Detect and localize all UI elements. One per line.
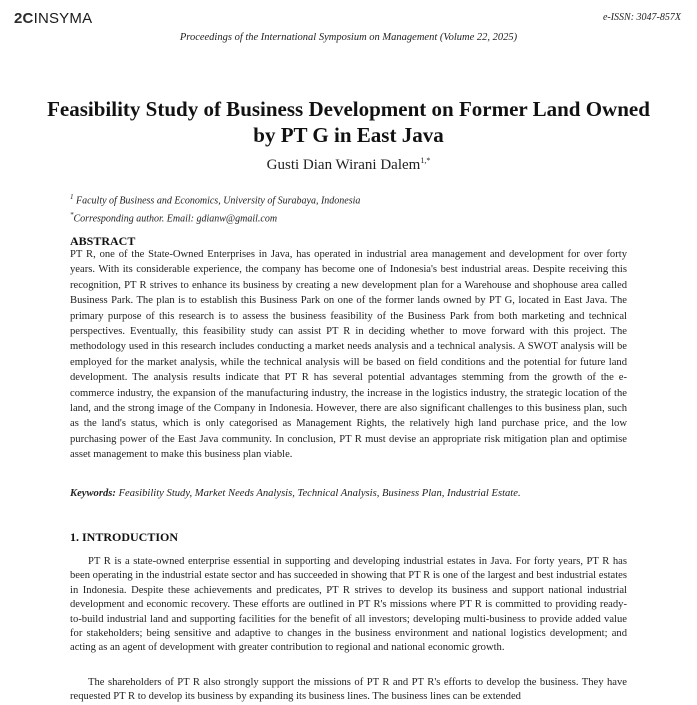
logo-text: INSYMA <box>33 10 93 27</box>
introduction-heading: 1. INTRODUCTION <box>70 530 179 544</box>
affiliations <box>70 190 360 227</box>
keywords-label: Keywords: <box>70 488 116 499</box>
affiliation-superscript: 1 <box>70 193 74 201</box>
introduction-paragraph-1: PT R is a state-owned enterprise essential in supporting and developing industrial estates in Java. For forty years, PT R has been operating in the industrial estate sector and has succeeded in showing that PT R is one of the largest and best industrial estates in Indonesia. Despite these achievements and predicates, PT R strives to develop its business and support national industrial development and economic recovery. These efforts are outlined in PT R's missions where PT R is committed to providing ready-to-build industrial land and supporting facilities for the benefit of all investors; developing multi-business to provide added value for stakeholders; being sensitive and adaptive to changes in the business environment and national logistics development; and acting as an agent of development with greater contribution to regional and national economic growth. <box>70 556 627 654</box>
introduction-paragraph-2: The shareholders of PT R also strongly support the missions of PT R and PT R's efforts to develop the business. They have requested PT R to develop its business by expanding its business lines. The business lines can be extended <box>70 677 627 703</box>
keywords-line <box>70 488 627 499</box>
corresponding-superscript: * <box>70 211 74 220</box>
corresponding-line <box>70 208 360 226</box>
affiliation-text: Faculty of Business and Economics, University of Surabaya, Indonesia <box>76 195 361 207</box>
abstract-text: PT R, one of the State-Owned Enterprises in Java, has operated in industrial area management and development for over forty years. With its considerable experience, the company has become one of Indonesia's best industrial areas. Despite receiving this recognition, PT R strives to enhance its business by creating a new development plan for a Warehouse and shophouse area called Business Park. The plan is to establish this Business Park on one of the former lands owned by PT G, located in East Java. The primary purpose of this research is to assess the business feasibility of the Business Park from both marketing and technical perspectives. Eventually, this feasibility study can assist PT R in deciding whether to move forward with this project. The methodology used in this research includes conducting a market needs analysis and a technical analysis. A SWOT analysis will be employed for the market analysis, while the technical analysis will be based on field conditions and the potential for future land development. The analysis results indicate that PT R has several potential advantages stemming from the growth of the e-commerce industry, the expansion of the manufacturing industry, the increase in the logistics industry, the strategic location of the land, and the strong image of the Company in Indonesia. However, there are also significant challenges to this business plan, such as the land's status, which is only categorised as Management Rights, the relatively high land purchase price, and the low purchasing power of the East Java community. In conclusion, PT R must devise an appropriate risk mitigation plan and optimise asset management to make this business plan viable. <box>70 249 627 461</box>
abstract-heading: ABSTRACT <box>70 234 136 248</box>
insyma-logo <box>14 10 92 27</box>
keywords-text: Feasibility Study, Market Needs Analysis, Technical Analysis, Business Plan, Industrial Estate. <box>118 488 521 499</box>
corresponding-text: Corresponding author. Email: gdianw@gmail.com <box>73 213 278 225</box>
issn-label: e-ISSN: 3047-857X <box>602 12 681 23</box>
author-superscript: 1,* <box>420 156 431 165</box>
author-line <box>0 156 697 174</box>
affiliation-line <box>70 190 360 208</box>
logo-mark: 2C <box>14 10 34 27</box>
author-name: Gusti Dian Wirani Dalem <box>266 157 421 173</box>
paper-title: Feasibility Study of Business Development on Former Land Owned by PT G in East Java <box>47 97 650 147</box>
proceedings-header: Proceedings of the International Symposium on Management (Volume 22, 2025) <box>179 32 518 43</box>
